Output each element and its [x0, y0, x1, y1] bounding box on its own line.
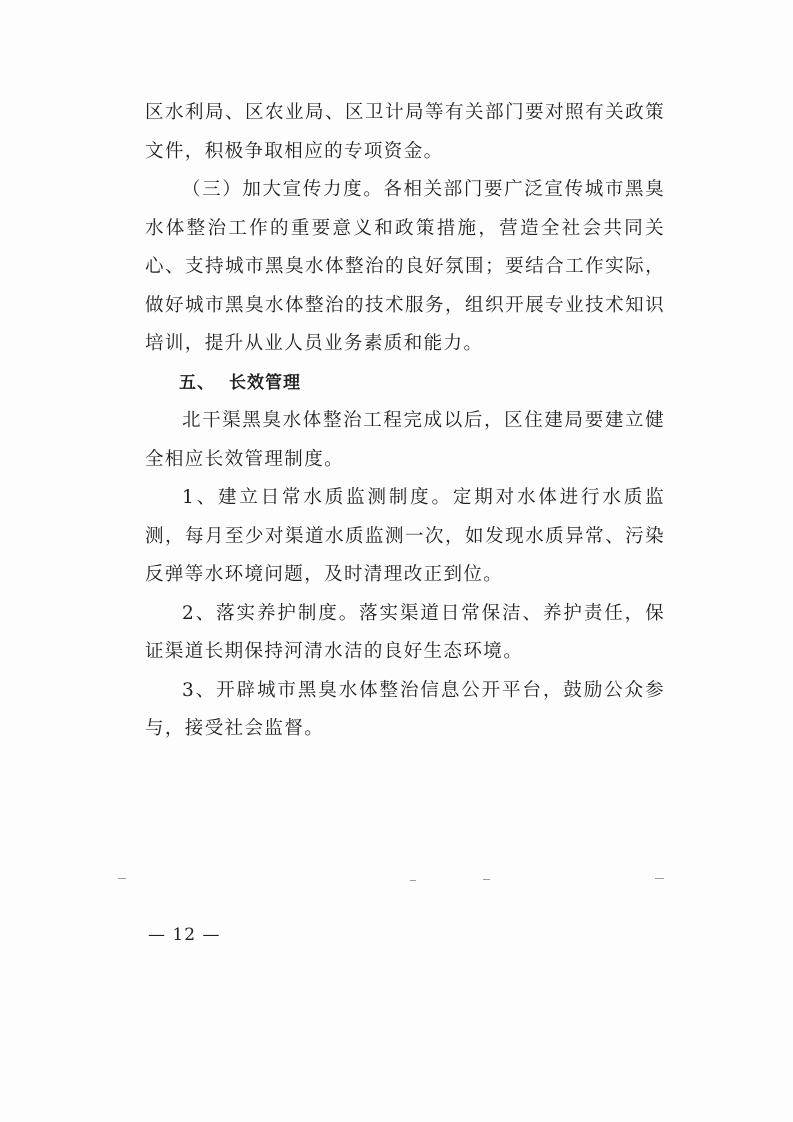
scan-speck — [655, 878, 664, 879]
paragraph-item-1: 1、建立日常水质监测制度。定期对水体进行水质监测，每月至少对渠道水质监测一次，如发现水质异常、污染反弹等水环境问题，及时清理改正到位。 — [145, 487, 665, 585]
document-body — [145, 94, 665, 749]
paragraph-item-2: 2、落实养护制度。落实渠道日常保洁、养护责任，保证渠道长期保持河清水洁的良好生态环境。 — [145, 602, 665, 662]
scan-speck — [483, 879, 490, 880]
scan-speck — [118, 878, 126, 879]
section-number: 五、 — [179, 372, 215, 393]
scan-speck — [410, 880, 416, 881]
paragraph-publicity: （三）加大宣传力度。各相关部门要广泛宣传城市黑臭水体整治工作的重要意义和政策措施，营造全社会共同关心、支持城市黑臭水体整治的良好氛围；要结合工作实际，做好城市黑臭水体整治的技术服务，组织开展专业技术知识培训，提升从业人员业务素质和能力。 — [145, 179, 665, 354]
paragraph-funding: 区水利局、区农业局、区卫计局等有关部门要对照有关政策文件，积极争取相应的专项资金。 — [145, 102, 665, 162]
page-number: — 12 — — [148, 925, 221, 945]
section-title: 长效管理 — [229, 372, 301, 393]
paragraph-management-intro: 北干渠黑臭水体整治工程完成以后，区住建局要建立健全相应长效管理制度。 — [145, 410, 665, 470]
paragraph-item-3: 3、开辟城市黑臭水体整治信息公开平台，鼓励公众参与，接受社会监督。 — [145, 679, 665, 739]
section-heading-five — [145, 364, 665, 403]
